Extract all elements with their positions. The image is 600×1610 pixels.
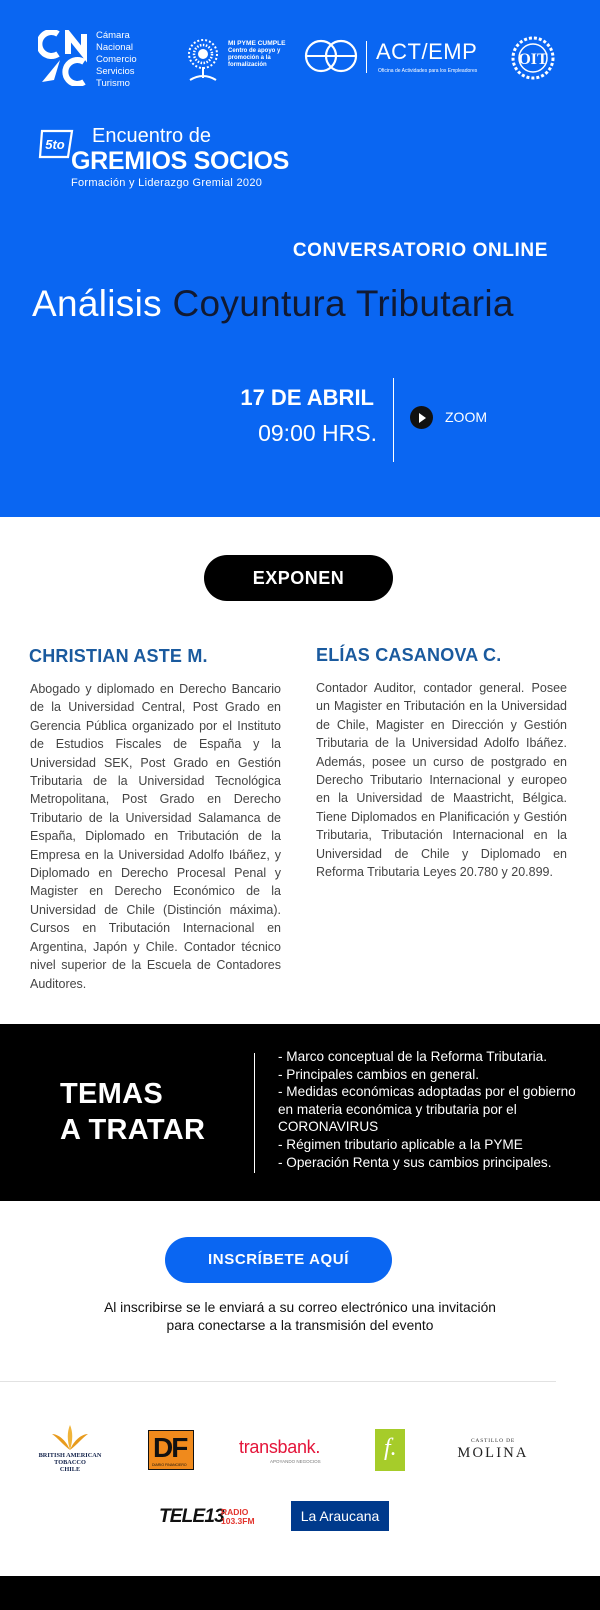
event-logo — [38, 123, 368, 193]
act-emp-text: ACT/EMP — [376, 39, 478, 64]
df-text: DF — [153, 1432, 187, 1463]
event-line2: GREMIOS SOCIOS — [71, 147, 290, 175]
register-note-line: Al inscribirse se le enviará a su correo electrónico una invitación — [104, 1300, 496, 1315]
speaker-bio: Contador Auditor, contador general. Posee un Magister en Tributación en la Universidad de Chile, Magister en Dirección y Gestión Tributaria de la Universidad Adolfo Ibáñez. Además, posee un curso de postgrado en Derecho Tributario Internacional y europeo en la Universidad de Maastricht, Bélgica. Tiene Diplomados en Planificación y Gestión Tributaria, Tributación Internacional en la Universidad de Chile y Diplomado en Reforma Tributaria Leyes 20.780 y 20.899. — [316, 681, 567, 880]
footer-bar — [0, 1576, 600, 1610]
act-emp-logo — [304, 38, 484, 78]
bat-text — [34, 1452, 106, 1473]
bat-leaf-icon — [50, 1424, 90, 1452]
sunflower-icon — [180, 36, 226, 82]
pyme-text — [228, 40, 286, 69]
event-title — [32, 283, 514, 325]
tele13-text: TELE13 — [159, 1506, 224, 1527]
schedule-divider — [393, 378, 394, 462]
cnc-line: Turismo — [96, 78, 130, 89]
topic-item: - Régimen tributario aplicable a la PYME — [278, 1136, 523, 1152]
transbank-text: transbank. — [239, 1437, 321, 1457]
falabella-logo — [375, 1429, 405, 1471]
la-araucana-logo: La Araucana — [291, 1501, 389, 1531]
topics-list — [278, 1048, 594, 1171]
tele13-radio-label: RADIO — [221, 1507, 249, 1517]
pyme-title: MI PYME CUMPLE — [228, 40, 286, 47]
molina-top: CASTILLO DE — [470, 1438, 516, 1444]
event-date: 17 DE ABRIL — [240, 385, 374, 410]
bat-sub: CHILE — [59, 1466, 81, 1473]
bat-logo — [34, 1424, 106, 1474]
act-divider — [366, 41, 367, 73]
play-icon — [410, 406, 433, 429]
register-note-line: para conectarse a la transmisión del evento — [166, 1317, 434, 1333]
bat-name: BRITISH AMERICAN TOBACCO — [38, 1452, 102, 1466]
transbank-logo — [239, 1437, 331, 1467]
speaker-bio: Abogado y diplomado en Derecho Bancario de la Universidad Central, Post Grado en Gerencia Pública organizado por el Instituto de Estudios Fiscales de España y la Universidad SEK, Post Grado en Gestión Tributaria de la Universidad Tecnológica Metropolitana, Post Grado en Derecho Tributario de la Universidad Salamanca de España, Diplomado en Tributación de la Empresa en la Universidad Adolfo Ibáñez, y Diplomado en Derecho Procesal Penal y Magister en Derecho Económico de la Universidad de Chile (Distinción máxima). Cursos en Tributación Internacional en Argentina, Japón y Chile. Contador técnico nivel superior de la Escuela de Contadores Auditores. — [30, 682, 281, 991]
topic-item: - Principales cambios en general. — [278, 1066, 479, 1082]
cnc-text — [96, 30, 137, 90]
topics-title — [60, 1076, 205, 1148]
tele13-frequency: 103.3FM — [221, 1516, 255, 1526]
pyme-line: Centro de apoyo y — [228, 48, 281, 54]
tele13-radio — [221, 1508, 255, 1526]
pyme-line: promoción a la — [228, 55, 271, 61]
oit-text: OIT — [518, 51, 548, 68]
df-sub: DIARIO FINANCIERO — [152, 1463, 187, 1467]
platform-label: ZOOM — [445, 409, 487, 425]
falabella-text: f. — [384, 1435, 397, 1461]
topic-item: - Medidas económicas adoptadas por el gobierno en materia económica y tributaria por el CORONAVIRUS — [278, 1084, 576, 1135]
cnc-line: Servicios — [96, 66, 135, 77]
castillo-molina-logo — [450, 1438, 536, 1468]
tele13-radio-logo — [159, 1506, 255, 1530]
exponen-heading-pill: EXPONEN — [204, 555, 393, 601]
df-logo — [148, 1430, 194, 1470]
topic-item: - Operación Renta y sus cambios principales. — [278, 1154, 552, 1170]
act-emp-mark-icon — [304, 38, 358, 74]
oit-logo-icon — [505, 34, 561, 82]
molina-main: MOLINA — [457, 1445, 529, 1461]
cnc-line: Cámara — [96, 30, 130, 41]
topics-divider — [254, 1053, 255, 1173]
conversatorio-label: CONVERSATORIO ONLINE — [292, 240, 548, 261]
event-line1: Encuentro de — [92, 125, 211, 147]
register-note — [60, 1299, 540, 1334]
event-line3: Formación y Liderazgo Gremial 2020 — [71, 177, 263, 189]
cnc-mark-icon — [38, 30, 90, 86]
pyme-logo — [180, 36, 290, 82]
event-title-light: Análisis — [32, 283, 162, 324]
edition-text: 5to — [45, 137, 65, 152]
hero-banner — [0, 0, 600, 517]
speaker-name: ELÍAS CASANOVA C. — [316, 645, 502, 665]
cnc-line: Nacional — [96, 42, 133, 53]
edition-badge-icon — [38, 129, 74, 159]
topics-section — [0, 1024, 600, 1201]
event-title-dark: Coyuntura Tributaria — [172, 283, 514, 324]
topics-title-line: TEMAS — [60, 1078, 163, 1110]
cnc-line: Comercio — [96, 54, 137, 65]
speaker-name: CHRISTIAN ASTE M. — [29, 646, 208, 666]
topic-item: - Marco conceptual de la Reforma Tributaria. — [278, 1049, 547, 1064]
transbank-sub: APOYANDO NEGOCIOS — [270, 1459, 321, 1464]
event-time: 09:00 HRS. — [258, 420, 377, 446]
register-button[interactable]: INSCRÍBETE AQUÍ — [165, 1237, 392, 1283]
topics-title-line: A TRATAR — [60, 1114, 206, 1146]
cnc-logo — [38, 30, 158, 89]
act-emp-subtitle: Oficina de Actividades para los Empleadores — [378, 68, 478, 74]
sponsors-separator — [0, 1381, 556, 1382]
pyme-line: formalización — [228, 62, 267, 68]
